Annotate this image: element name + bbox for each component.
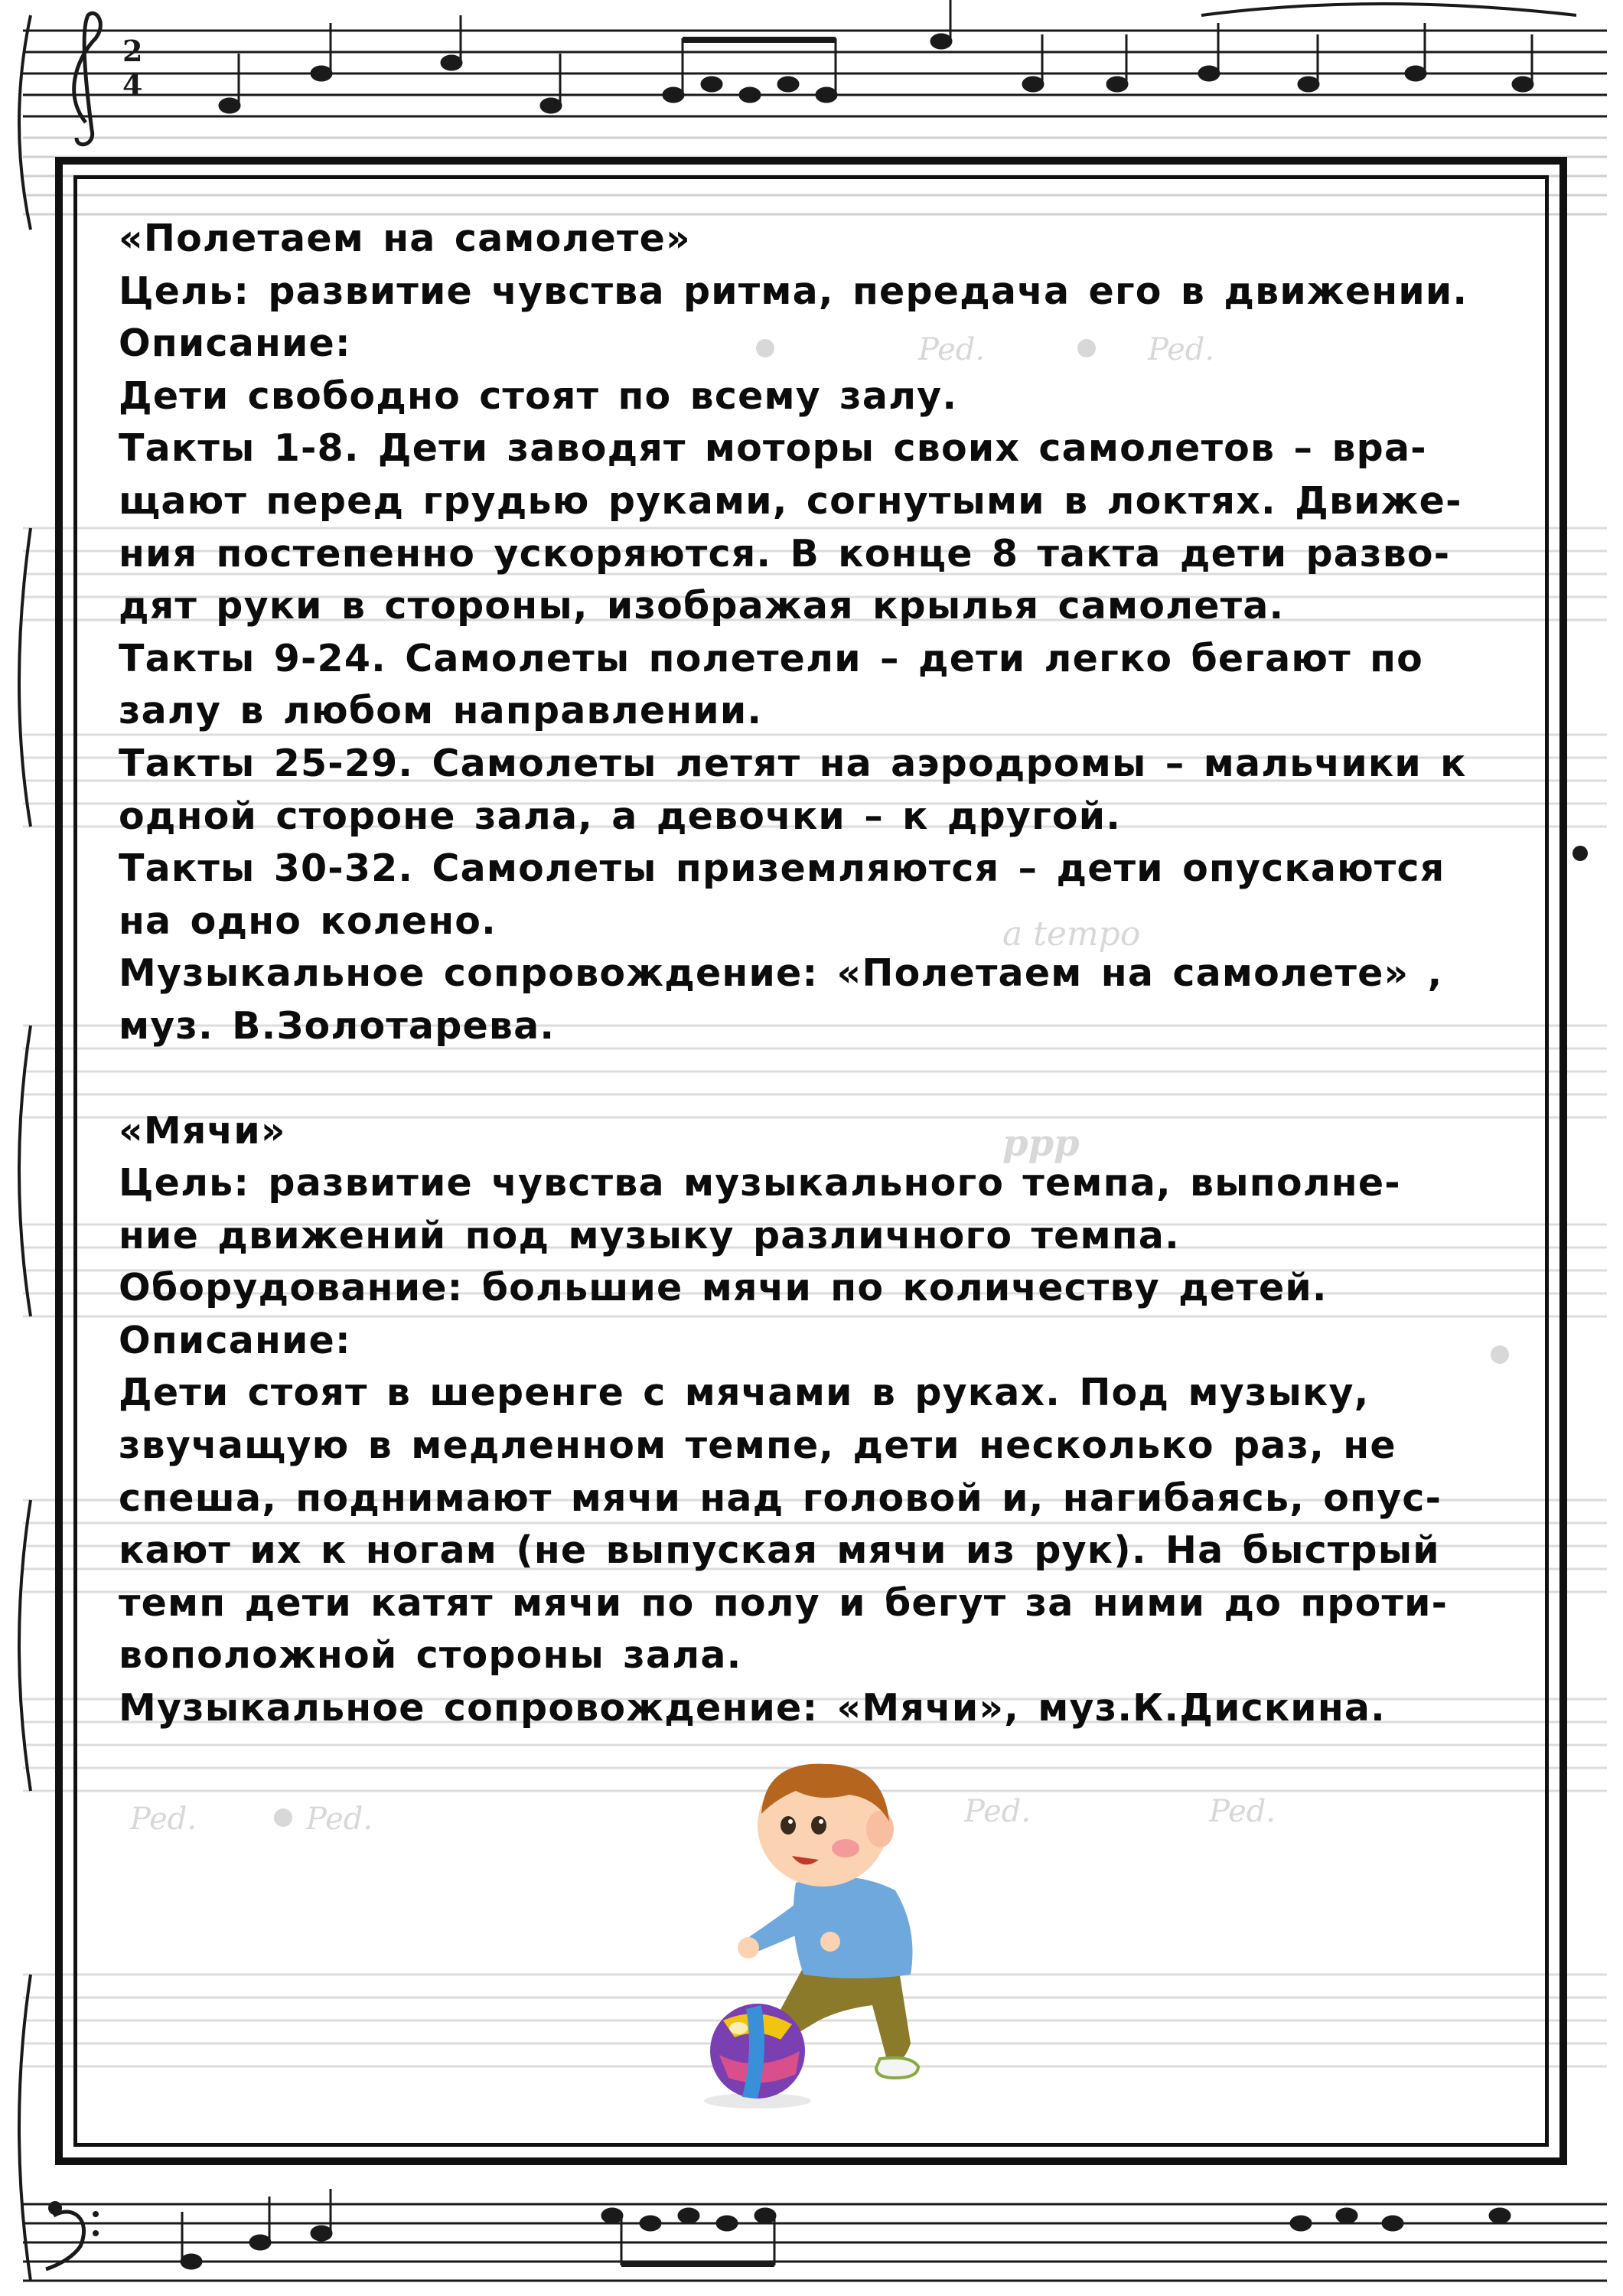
text-line: Музыкальное сопровождение: «Полетаем на самолете» ,: [119, 951, 1443, 996]
page-content: [119, 213, 1534, 1735]
text-line: спеша, поднимают мячи над головой и, нагибаясь, опус-: [119, 1476, 1442, 1520]
text-line: Музыкальное сопровождение: «Мячи», муз.К.Дискина.: [119, 1686, 1386, 1730]
game-airplane: [119, 213, 1534, 1053]
text-line: на одно колено.: [119, 899, 497, 943]
text-line: воположной стороны зала.: [119, 1633, 742, 1678]
svg-text:Ped.: Ped.: [1209, 1794, 1276, 1829]
text-line: Дети стоят в шеренге с мячами в руках. Под музыку,: [119, 1371, 1370, 1415]
text-line: дят руки в стороны, изображая крылья самолета.: [119, 584, 1285, 628]
ear: [866, 1811, 894, 1848]
boy-with-ball-illustration: [689, 1753, 979, 2112]
text-line: кают их к ногам (не выпуская мячи из рук). На быстрый: [119, 1528, 1440, 1573]
game-title: «Мячи»: [119, 1108, 286, 1153]
text-line: залу в любом направлении.: [119, 689, 763, 733]
text-line: Такты 25-29. Самолеты летят на аэродромы – мальчики к: [119, 741, 1467, 785]
text-line: Описание:: [119, 321, 351, 366]
game-title: «Полетаем на самолете»: [119, 217, 691, 260]
text-line: ние движений под музыку различного темпа.: [119, 1213, 1180, 1257]
text-line: одной стороне зала, а девочки – к другой.: [119, 794, 1122, 838]
hand-right: [820, 1932, 840, 1952]
svg-text:Ped.: Ped.: [130, 1802, 197, 1837]
text-line: звучащую в медленном темпе, дети несколько раз, не: [119, 1424, 1396, 1468]
text-line: Описание:: [119, 1318, 351, 1362]
svg-text:4: 4: [122, 68, 143, 103]
text-line: темп дети катят мячи по полу и бегут за ними до проти-: [119, 1580, 1449, 1625]
svg-text:ppp: ppp: [1002, 1122, 1080, 1165]
svg-text:Ped.: Ped.: [1148, 332, 1215, 367]
text-line: ния постепенно ускоряются. В конце 8 такта дети разво-: [119, 531, 1451, 576]
cheek: [832, 1839, 859, 1857]
game-balls: [119, 1105, 1534, 1735]
text-line: муз. В.Золотарева.: [119, 1003, 556, 1048]
shoe-right: [876, 2058, 918, 2078]
eye-left: [781, 1816, 796, 1835]
section-gap: [119, 1053, 1534, 1105]
svg-text:a tempo: a tempo: [1002, 915, 1141, 954]
text-line: Цель: развитие чувства ритма, передача его в движении.: [119, 269, 1468, 313]
eye-right: [811, 1816, 826, 1835]
text-line: Такты 9-24. Самолеты полетели – дети легко бегают по: [119, 636, 1423, 680]
svg-text:Ped.: Ped.: [918, 332, 986, 367]
text-line: щают перед грудью руками, согнутыми в локтях. Движе-: [119, 478, 1462, 523]
text-line: Оборудование: большие мячи по количеству детей.: [119, 1266, 1328, 1310]
svg-text:Ped.: Ped.: [306, 1802, 373, 1837]
text-line: Дети свободно стоят по всему залу.: [119, 373, 958, 418]
hand-left: [738, 1937, 759, 1958]
svg-text:Ped.: Ped.: [964, 1794, 1031, 1829]
text-line: Такты 1-8. Дети заводят моторы своих самолетов – вра-: [119, 426, 1427, 471]
text-line: Цель: развитие чувства музыкального темпа, выполне-: [119, 1161, 1401, 1205]
text-line: Такты 30-32. Самолеты приземляются – дети опускаются: [119, 846, 1445, 891]
svg-text:2: 2: [122, 34, 143, 68]
